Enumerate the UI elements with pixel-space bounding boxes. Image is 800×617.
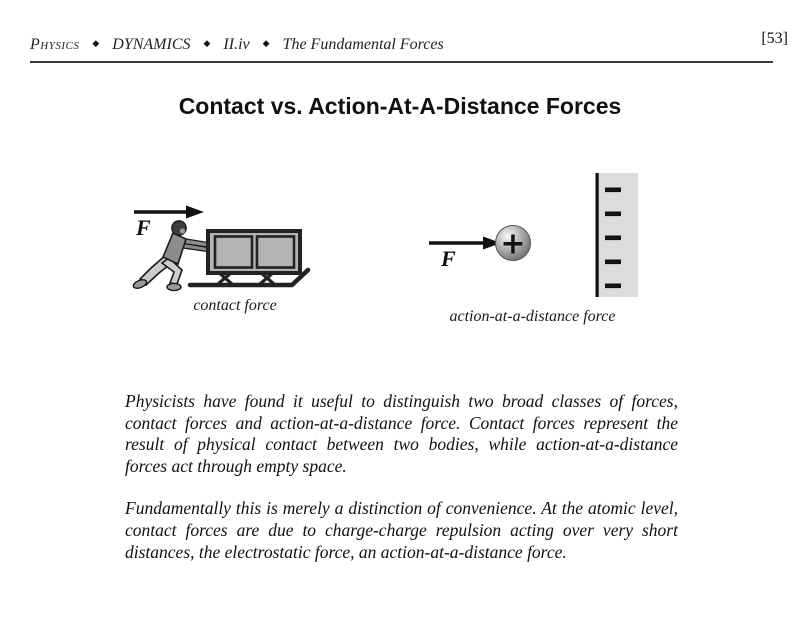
page-header: [30, 36, 773, 58]
negative-charge-icon: [605, 284, 621, 289]
diamond-separator-icon: ◆: [203, 38, 211, 48]
action-at-a-distance-figure: [425, 163, 640, 303]
diamond-separator-icon: ◆: [262, 38, 270, 48]
crate-icon: [208, 231, 300, 273]
page-number: [53]: [761, 30, 788, 47]
header-course-label: Physics: [30, 36, 80, 53]
distance-figure-caption: action-at-a-distance force: [449, 308, 616, 325]
header-rule: [30, 61, 773, 63]
paragraph-2: Fundamentally this is merely a distinction of convenience. At the atomic level, contact forces are due to charge-charge repulsion acting over very short distances, the electrostatic force, an action-at-a-distance force.: [125, 498, 678, 562]
force-label: F: [136, 215, 151, 240]
header-topic-label: The Fundamental Forces: [282, 36, 444, 53]
positive-charge-icon: [496, 226, 531, 262]
shoe-icon: [132, 278, 148, 290]
negative-charge-icon: [605, 236, 621, 241]
page-title: Contact vs. Action-At-A-Distance Forces: [178, 93, 622, 119]
body-text: [125, 391, 678, 584]
negative-charge-icon: [605, 260, 621, 265]
face-icon: [180, 228, 185, 233]
diamond-separator-icon: ◆: [92, 38, 100, 48]
paragraph-1: Physicists have found it useful to distinguish two broad classes of forces, contact forces and action-at-a-distance force. Contact forces represent the result of physical contact between two bodies, while action-at-a-distance forces act through empty space.: [125, 391, 678, 476]
negative-charge-icon: [605, 212, 621, 217]
contact-figure-caption: contact force: [193, 297, 277, 314]
contact-force-figure: [128, 200, 338, 295]
header-section-label: II.iv: [223, 36, 250, 53]
header-unit-label: DYNAMICS: [112, 36, 191, 53]
charged-wall-icon: [596, 173, 639, 297]
force-arrow-icon: [429, 237, 501, 250]
force-label: F: [441, 246, 456, 271]
negative-charge-icon: [605, 188, 621, 193]
shoe-icon: [167, 283, 181, 290]
plus-symbol: +: [500, 226, 526, 262]
